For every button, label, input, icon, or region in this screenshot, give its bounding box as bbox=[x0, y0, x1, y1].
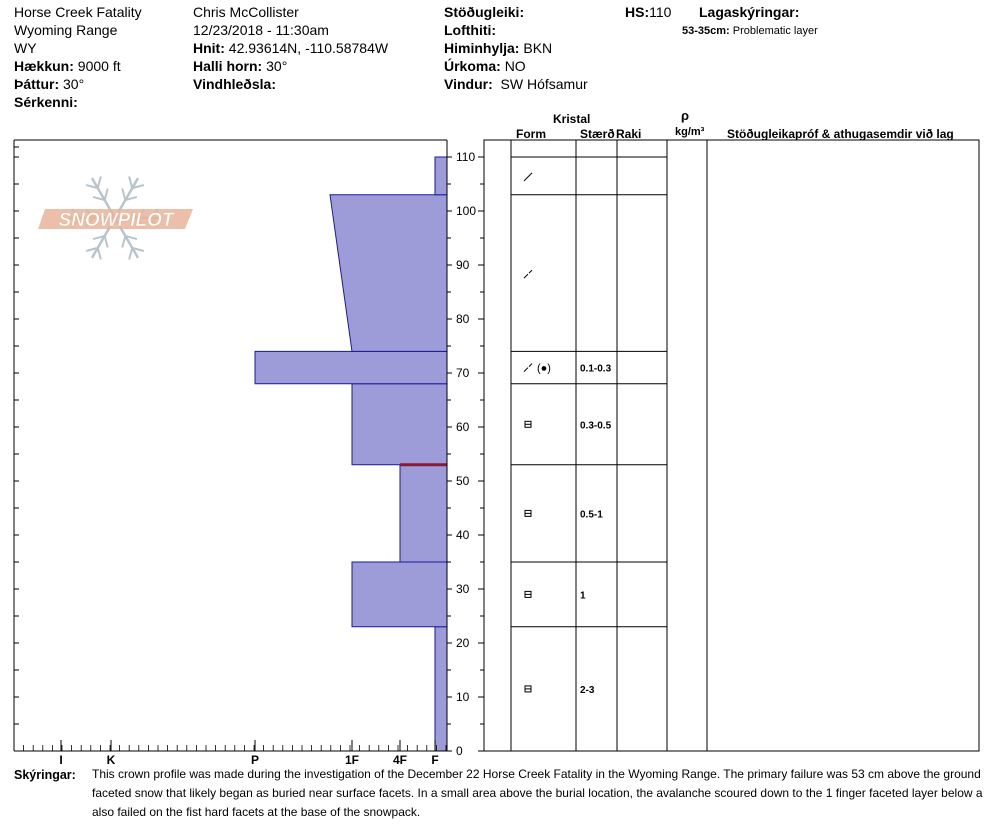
comment-line-1: This crown profile was made during the investigation of the December 22 Horse Creek Fatality in the Wyoming Range. The primary failure was 53 cm above the ground bbox=[92, 767, 981, 781]
hardness-layer-5 bbox=[330, 195, 447, 352]
sky-value: BKN bbox=[523, 40, 553, 56]
y-label-40: 40 bbox=[456, 528, 470, 542]
decomposing-form-icon bbox=[524, 368, 528, 372]
location-name: Horse Creek Fatality bbox=[14, 4, 142, 20]
y-label-110: 110 bbox=[456, 150, 476, 164]
observer: Chris McCollister bbox=[193, 4, 299, 20]
hardness-label-4F: 4F bbox=[392, 753, 408, 767]
hardness-layer-6 bbox=[435, 157, 447, 195]
aspect-label: Þáttur: bbox=[14, 76, 60, 92]
hardness-label-F: F bbox=[431, 753, 439, 767]
hardness-label-I: I bbox=[59, 753, 63, 767]
aspect-value: 30° bbox=[63, 76, 85, 92]
legend-range: 53-35cm: bbox=[682, 25, 730, 37]
grain-size-label: 1 bbox=[580, 590, 586, 602]
air-temp-label: Lofthiti: bbox=[444, 22, 497, 38]
wind-loading-label: Vindhleðsla: bbox=[193, 76, 276, 92]
decomposing-form-icon bbox=[529, 270, 532, 273]
moisture-header: Raki bbox=[616, 127, 642, 141]
state-name: WY bbox=[14, 40, 37, 56]
wind-label: Vindur: bbox=[444, 76, 493, 92]
tests-header: Stöðugleikapróf & athugasemdir við lag bbox=[727, 127, 954, 141]
range-name: Wyoming Range bbox=[14, 22, 118, 38]
precip-label: Úrkoma: bbox=[444, 58, 501, 74]
decomposing-form-icon bbox=[524, 274, 528, 278]
y-label-80: 80 bbox=[456, 312, 470, 326]
hardness-layers bbox=[255, 157, 447, 751]
snowpilot-logo bbox=[38, 177, 193, 260]
y-label-50: 50 bbox=[456, 474, 470, 488]
size-header: Stærð bbox=[580, 127, 615, 141]
hardness-label-P: P bbox=[250, 753, 260, 767]
datetime: 12/23/2018 - 11:30am bbox=[193, 22, 329, 38]
coords-label: Hnit: bbox=[193, 40, 225, 56]
logo-flake-branch bbox=[105, 236, 108, 248]
grain-size-label: 0.3-0.5 bbox=[580, 420, 612, 432]
y-label-30: 30 bbox=[456, 582, 470, 596]
logo-text: SNOWPILOT bbox=[58, 210, 174, 231]
logo-flake-branch bbox=[129, 248, 132, 260]
hardness-layer-0 bbox=[435, 627, 447, 751]
rounded-form-icon: (●) bbox=[537, 362, 551, 375]
logo-flake-branch bbox=[122, 188, 125, 200]
y-label-20: 20 bbox=[456, 636, 470, 650]
precip-form-icon bbox=[524, 173, 532, 181]
hardness-label-K: K bbox=[106, 753, 116, 767]
y-label-70: 70 bbox=[456, 366, 470, 380]
hardness-label-1F: 1F bbox=[344, 753, 360, 767]
density-symbol: ρ bbox=[681, 108, 690, 123]
logo-flake-branch bbox=[98, 248, 101, 260]
grain-size-label: 2-3 bbox=[580, 684, 595, 696]
logo-flake-branch bbox=[105, 188, 108, 200]
hardness-layer-3 bbox=[352, 384, 447, 465]
sky-label: Himinhylja: bbox=[444, 40, 520, 56]
wind-value: SW Hófsamur bbox=[500, 76, 588, 92]
elevation-label: Hækkun: bbox=[14, 58, 74, 74]
coords-value: 42.93614N, -110.58784W bbox=[228, 40, 389, 56]
density-unit: kg/m³ bbox=[675, 126, 705, 138]
y-label-100: 100 bbox=[456, 204, 477, 218]
precip-value: NO bbox=[504, 58, 526, 74]
comments-label-text: Skýringar: bbox=[14, 768, 76, 782]
elevation-value: 9000 ft bbox=[77, 58, 121, 74]
right-panel-border bbox=[484, 140, 979, 751]
crystal-grid bbox=[484, 140, 979, 751]
features-label: Sérkenni: bbox=[14, 94, 78, 110]
comment-line-3: also failed on the fist hard facets at the base of the snowpack. bbox=[92, 805, 421, 819]
grain-size-label: 0.5-1 bbox=[580, 509, 603, 521]
hs-label: HS: bbox=[625, 4, 650, 20]
stability-label: Stöðugleiki: bbox=[444, 4, 525, 20]
logo-flake-branch bbox=[129, 177, 132, 189]
crystal-header: Kristal bbox=[553, 112, 591, 126]
hardness-layer-1 bbox=[352, 562, 447, 627]
logo-flake-branch bbox=[122, 236, 125, 248]
y-label-60: 60 bbox=[456, 420, 470, 434]
slope-label: Halli horn: bbox=[193, 58, 263, 74]
y-label-90: 90 bbox=[456, 258, 470, 272]
y-label-0: 0 bbox=[456, 744, 463, 758]
legend-label: Lagaskýringar: bbox=[699, 4, 800, 20]
y-label-10: 10 bbox=[456, 690, 470, 704]
slope-value: 30° bbox=[266, 58, 288, 74]
hardness-layer-4 bbox=[255, 351, 447, 383]
logo-flake-branch bbox=[98, 177, 101, 189]
legend-text: Problematic layer bbox=[732, 25, 818, 37]
decomposing-form-icon bbox=[529, 364, 532, 367]
form-header: Form bbox=[516, 127, 546, 141]
comments-label bbox=[14, 766, 76, 784]
comment-line-2: faceted snow that likely began as buried near surface facets. In a small area above the burial location, the avalanche scoured down to the 1 finger faceted layer below a bbox=[92, 786, 983, 800]
hs-value: 110 bbox=[649, 4, 672, 20]
hardness-layer-2 bbox=[400, 465, 447, 562]
grain-size-label: 0.1-0.3 bbox=[580, 363, 612, 375]
